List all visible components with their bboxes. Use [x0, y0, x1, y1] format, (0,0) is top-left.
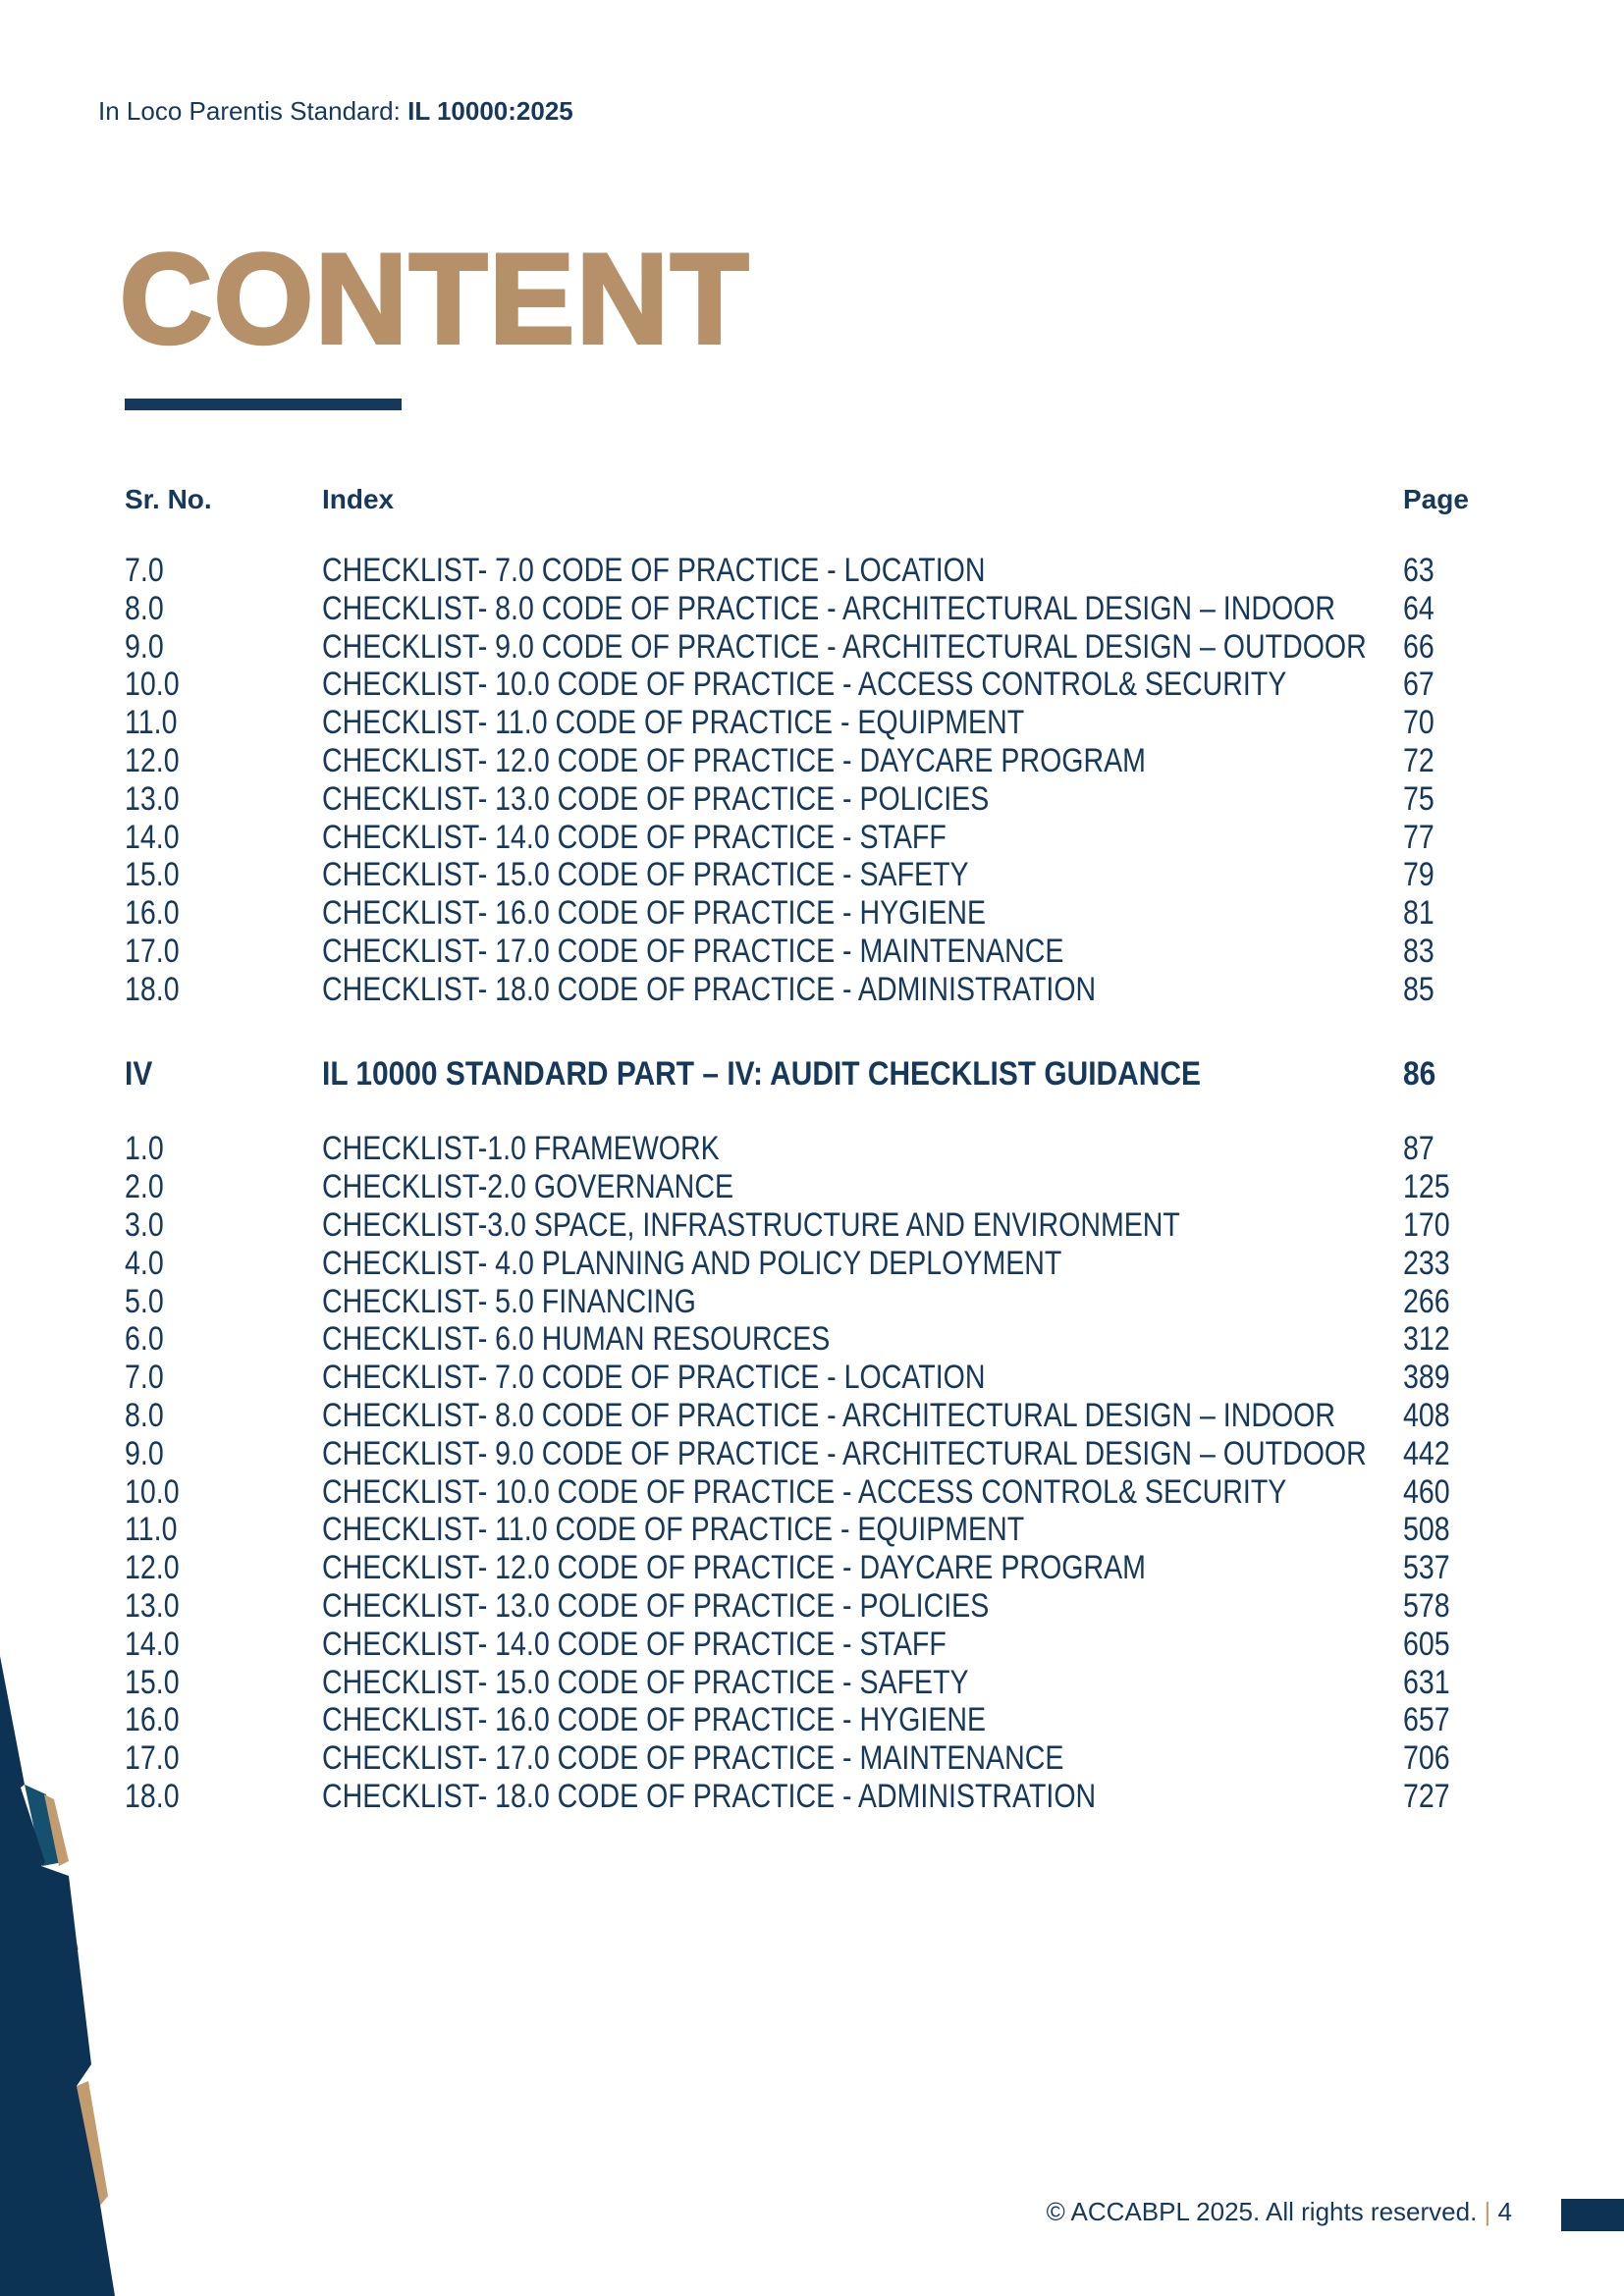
toc-row: [125, 1168, 1568, 1206]
toc-row-page-number: 408: [1403, 1396, 1450, 1434]
toc-row-index: CHECKLIST- 17.0 CODE OF PRACTICE - MAINTENANCE: [322, 932, 1064, 970]
toc-row: [125, 894, 1568, 933]
document-reference-label: In Loco Parentis Standard:: [98, 96, 408, 126]
toc-row-sr-no: 10.0: [125, 1472, 180, 1511]
toc-row-sr-no: 5.0: [125, 1282, 164, 1320]
toc-row: [125, 666, 1568, 704]
toc-row-sr-no: 14.0: [125, 818, 180, 856]
footer-page-number: 4: [1490, 2197, 1512, 2226]
toc-row-sr-no: 17.0: [125, 1739, 180, 1778]
toc-row-index: CHECKLIST- 11.0 CODE OF PRACTICE - EQUIPMENT: [322, 1511, 1025, 1549]
toc-row: [125, 628, 1568, 667]
toc-row-page-number: 79: [1403, 856, 1435, 894]
toc-row-page-number: 72: [1403, 741, 1435, 779]
toc-row: [125, 590, 1568, 628]
toc-row-index: CHECKLIST-1.0 FRAMEWORK: [322, 1130, 720, 1168]
toc-section-row-container: [125, 1055, 1568, 1094]
document-reference: [98, 96, 573, 127]
toc-row-sr-no: IV: [125, 1054, 153, 1093]
toc-row: [125, 971, 1568, 1009]
toc-row-sr-no: 16.0: [125, 1701, 180, 1739]
toc-row-sr-no: 18.0: [125, 970, 180, 1008]
toc-row: [125, 1549, 1568, 1587]
toc-row-page-number: 442: [1403, 1434, 1450, 1472]
toc-row-page-number: 63: [1403, 552, 1435, 589]
toc-row-page-number: 460: [1403, 1472, 1450, 1511]
toc-row-index: CHECKLIST- 7.0 CODE OF PRACTICE - LOCATION: [322, 1359, 986, 1397]
toc-row: [125, 1435, 1568, 1473]
toc-row: [125, 1701, 1568, 1739]
footer-separator: |: [1484, 2197, 1491, 2226]
toc-row: [125, 1587, 1568, 1626]
toc-row-index: CHECKLIST- 9.0 CODE OF PRACTICE - ARCHITECTURAL DESIGN – OUTDOOR: [322, 1434, 1367, 1472]
toc-row-page-number: 70: [1403, 704, 1435, 742]
toc-row-sr-no: 8.0: [125, 1396, 164, 1434]
toc-row-page-number: 537: [1403, 1549, 1450, 1587]
toc-row-index: CHECKLIST- 8.0 CODE OF PRACTICE - ARCHITECTURAL DESIGN – INDOOR: [322, 589, 1336, 627]
toc-section-row: [125, 1055, 1568, 1094]
toc-row-sr-no: 18.0: [125, 1777, 180, 1815]
toc-row: [125, 1626, 1568, 1664]
toc-row: [125, 1320, 1568, 1359]
page-footer: [1047, 2196, 1512, 2227]
toc-row-page-number: 508: [1403, 1511, 1450, 1549]
toc-row-sr-no: 6.0: [125, 1320, 164, 1359]
toc-row-index: CHECKLIST- 13.0 CODE OF PRACTICE - POLICIES: [322, 1586, 990, 1625]
toc-row: [125, 1664, 1568, 1702]
toc-row-index: CHECKLIST- 12.0 CODE OF PRACTICE - DAYCARE PROGRAM: [322, 741, 1146, 779]
footer-corner-block: [1561, 2199, 1624, 2231]
toc-row-index: CHECKLIST- 16.0 CODE OF PRACTICE - HYGIENE: [322, 1701, 987, 1739]
toc-row-sr-no: 13.0: [125, 779, 180, 818]
toc-row-page-number: 83: [1403, 932, 1435, 970]
toc-row-index: CHECKLIST- 12.0 CODE OF PRACTICE - DAYCARE PROGRAM: [322, 1549, 1146, 1587]
toc-row: [125, 1778, 1568, 1816]
toc-row-page-number: 266: [1403, 1282, 1450, 1320]
toc-row-sr-no: 1.0: [125, 1130, 164, 1168]
toc-row: [125, 1359, 1568, 1397]
toc-row: [125, 1245, 1568, 1283]
footer-copyright: © ACCABPL 2025. All rights reserved.: [1046, 2197, 1485, 2226]
toc-row-index: CHECKLIST- 13.0 CODE OF PRACTICE - POLICIES: [322, 779, 990, 818]
toc-row-page-number: 64: [1403, 589, 1435, 627]
toc-row-sr-no: 11.0: [125, 1511, 178, 1549]
corner-decoration: [0, 1649, 118, 2296]
toc-row-index: CHECKLIST- 9.0 CODE OF PRACTICE - ARCHITECTURAL DESIGN – OUTDOOR: [322, 627, 1367, 666]
toc-row-index: CHECKLIST-2.0 GOVERNANCE: [322, 1168, 733, 1206]
toc-row: [125, 1397, 1568, 1435]
toc-row-page-number: 87: [1403, 1130, 1435, 1168]
toc-row: [125, 1511, 1568, 1549]
toc-row-page-number: 631: [1403, 1663, 1450, 1701]
toc-row-sr-no: 2.0: [125, 1168, 164, 1206]
toc-row: [125, 819, 1568, 857]
toc-row-page-number: 85: [1403, 970, 1435, 1008]
toc-row-index: CHECKLIST- 17.0 CODE OF PRACTICE - MAINTENANCE: [322, 1739, 1064, 1778]
toc-row-sr-no: 10.0: [125, 666, 180, 704]
toc-row-page-number: 657: [1403, 1701, 1450, 1739]
toc-row: [125, 856, 1568, 894]
toc-row: [125, 742, 1568, 780]
toc-row-index: CHECKLIST-3.0 SPACE, INFRASTRUCTURE AND ENVIRONMENT: [322, 1205, 1180, 1244]
toc-row-index: CHECKLIST- 18.0 CODE OF PRACTICE - ADMINISTRATION: [322, 1777, 1097, 1815]
toc-row-index: IL 10000 STANDARD PART – IV: AUDIT CHECKLIST GUIDANCE: [322, 1054, 1201, 1093]
toc-header-row: [125, 481, 1568, 518]
document-code: IL 10000:2025: [407, 96, 573, 126]
toc-row-index: CHECKLIST- 14.0 CODE OF PRACTICE - STAFF: [322, 1625, 947, 1663]
toc-row-sr-no: 17.0: [125, 932, 180, 970]
corner-decoration-navy-wedge: [0, 1656, 115, 2296]
toc-block-1: [125, 552, 1568, 1009]
toc-row-sr-no: 12.0: [125, 741, 180, 779]
toc-row-index: CHECKLIST- 15.0 CODE OF PRACTICE - SAFETY: [322, 1663, 969, 1701]
toc-row-index: CHECKLIST- 10.0 CODE OF PRACTICE - ACCESS CONTROL& SECURITY: [322, 666, 1287, 704]
toc-row-page-number: 389: [1403, 1359, 1450, 1397]
toc-row-sr-no: 14.0: [125, 1625, 180, 1663]
toc-row-index: CHECKLIST- 16.0 CODE OF PRACTICE - HYGIENE: [322, 894, 987, 933]
toc-row-index: CHECKLIST- 5.0 FINANCING: [322, 1282, 696, 1320]
toc-row-sr-no: 13.0: [125, 1586, 180, 1625]
toc-row-page-number: 727: [1403, 1777, 1450, 1815]
title-underline-rule: [125, 399, 402, 410]
toc-row-index: CHECKLIST- 15.0 CODE OF PRACTICE - SAFETY: [322, 856, 969, 894]
toc-row: [125, 1206, 1568, 1245]
toc-row-index: CHECKLIST- 10.0 CODE OF PRACTICE - ACCESS CONTROL& SECURITY: [322, 1472, 1287, 1511]
toc-row-sr-no: 12.0: [125, 1549, 180, 1587]
toc-row: [125, 1130, 1568, 1168]
toc-row-page-number: 67: [1403, 666, 1435, 704]
toc-row-sr-no: 7.0: [125, 1359, 164, 1397]
column-header-index: Index: [322, 484, 395, 514]
toc-row-index: CHECKLIST- 6.0 HUMAN RESOURCES: [322, 1320, 831, 1359]
toc-table: [125, 481, 1568, 1816]
toc-row-page-number: 312: [1403, 1320, 1450, 1359]
toc-row: [125, 1739, 1568, 1778]
toc-row-index: CHECKLIST- 11.0 CODE OF PRACTICE - EQUIPMENT: [322, 704, 1025, 742]
toc-row-page-number: 233: [1403, 1244, 1450, 1282]
column-header-sr-no: Sr. No.: [125, 484, 212, 514]
toc-row-sr-no: 8.0: [125, 589, 164, 627]
toc-row-sr-no: 7.0: [125, 552, 164, 589]
toc-row: [125, 1473, 1568, 1512]
toc-block-2: [125, 1130, 1568, 1815]
toc-row: [125, 1283, 1568, 1321]
toc-row-sr-no: 9.0: [125, 1434, 164, 1472]
toc-row-sr-no: 15.0: [125, 856, 180, 894]
toc-row-index: CHECKLIST- 4.0 PLANNING AND POLICY DEPLOYMENT: [322, 1244, 1062, 1282]
toc-row-sr-no: 11.0: [125, 704, 178, 742]
toc-row: [125, 552, 1568, 590]
toc-row-sr-no: 9.0: [125, 627, 164, 666]
toc-row-index: CHECKLIST- 7.0 CODE OF PRACTICE - LOCATION: [322, 552, 986, 589]
toc-row-index: CHECKLIST- 14.0 CODE OF PRACTICE - STAFF: [322, 818, 947, 856]
toc-row-sr-no: 16.0: [125, 894, 180, 933]
toc-row-page-number: 706: [1403, 1739, 1450, 1778]
toc-row-index: CHECKLIST- 8.0 CODE OF PRACTICE - ARCHITECTURAL DESIGN – INDOOR: [322, 1396, 1336, 1434]
toc-row-page-number: 81: [1403, 894, 1435, 933]
toc-row: [125, 933, 1568, 971]
page-title: CONTENT: [120, 227, 751, 370]
toc-row-sr-no: 3.0: [125, 1205, 164, 1244]
toc-row-page-number: 86: [1403, 1054, 1436, 1093]
toc-row-page-number: 66: [1403, 627, 1435, 666]
toc-row-page-number: 170: [1403, 1205, 1450, 1244]
toc-row-sr-no: 15.0: [125, 1663, 180, 1701]
column-header-page: Page: [1403, 484, 1469, 514]
toc-row-page-number: 75: [1403, 779, 1435, 818]
toc-row-sr-no: 4.0: [125, 1244, 164, 1282]
toc-row-page-number: 125: [1403, 1168, 1450, 1206]
toc-row: [125, 780, 1568, 819]
toc-row-page-number: 578: [1403, 1586, 1450, 1625]
toc-row-page-number: 77: [1403, 818, 1435, 856]
toc-row: [125, 704, 1568, 742]
toc-row-index: CHECKLIST- 18.0 CODE OF PRACTICE - ADMINISTRATION: [322, 970, 1097, 1008]
toc-row-page-number: 605: [1403, 1625, 1450, 1663]
